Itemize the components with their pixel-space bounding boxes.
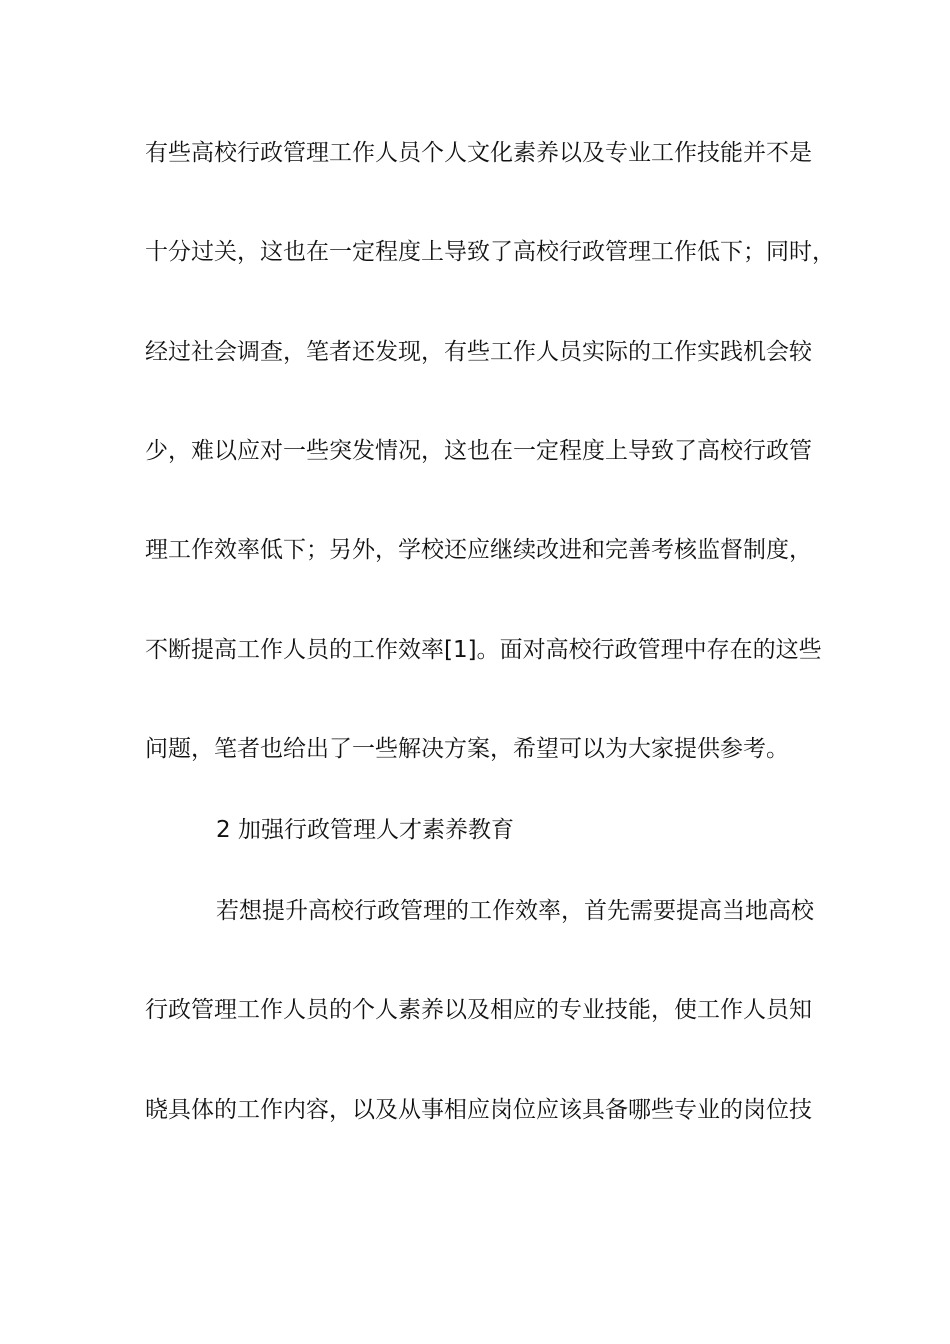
paragraph-line-4: 少，难以应对一些突发情况，这也在一定程度上导致了高校行政管 [145, 438, 812, 464]
paragraph-line-3: 经过社会调查，笔者还发现，有些工作人员实际的工作实践机会较 [145, 339, 812, 365]
paragraph-line-7: 问题，笔者也给出了一些解决方案，希望可以为大家提供参考。 [145, 736, 789, 762]
paragraph-line-2: 十分过关，这也在一定程度上导致了高校行政管理工作低下；同时， [145, 239, 835, 265]
section-heading: 2 加强行政管理人才素养教育 [216, 817, 514, 843]
section-paragraph-line-3: 晓具体的工作内容，以及从事相应岗位应该具备哪些专业的岗位技 [145, 1097, 812, 1123]
paragraph-line-5: 理工作效率低下；另外，学校还应继续改进和完善考核监督制度， [145, 537, 812, 563]
paragraph-line-6: 不断提高工作人员的工作效率[1]。面对高校行政管理中存在的这些 [145, 637, 822, 663]
section-paragraph-line-2: 行政管理工作人员的个人素养以及相应的专业技能，使工作人员知 [145, 997, 812, 1023]
section-paragraph-line-1: 若想提升高校行政管理的工作效率，首先需要提高当地高校 [216, 898, 814, 924]
paragraph-line-1: 有些高校行政管理工作人员个人文化素养以及专业工作技能并不是 [145, 140, 812, 166]
